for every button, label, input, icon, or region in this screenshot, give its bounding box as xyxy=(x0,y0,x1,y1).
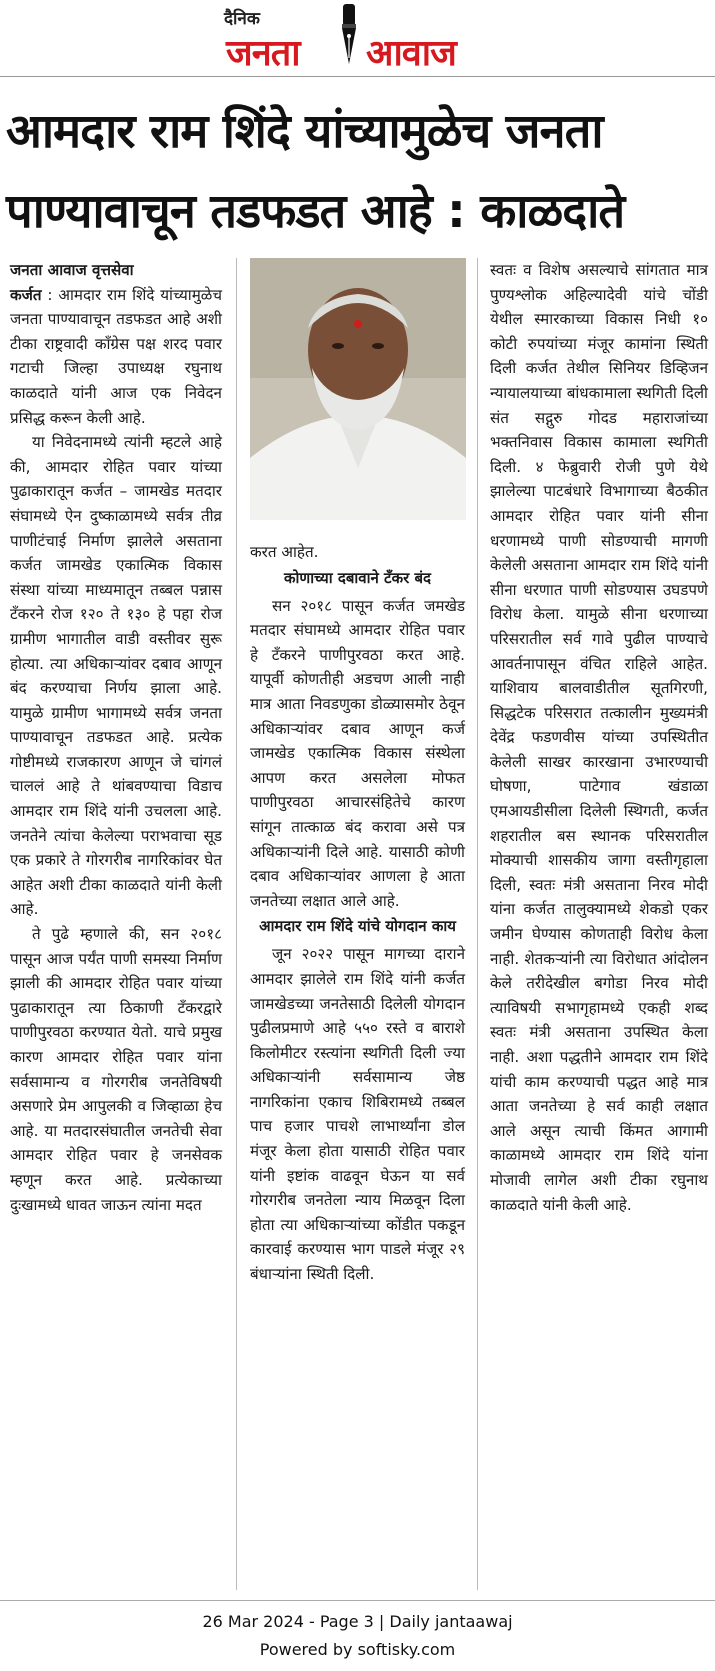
person-photo-image xyxy=(250,258,466,520)
footer-divider xyxy=(0,1600,715,1601)
article-photo xyxy=(250,258,466,520)
article-paragraph: या निवेदनामध्ये त्यांनी म्हटले आहे की, आमदार रोहित पवार यांच्या पुढाकारातून कर्जत – जामखेड मतदार संघामध्ये ऐन दुष्काळामध्ये सर्वत्र तीव्र पाणीटंचाई निर्माण झालेले असताना कर्जत जामखेड एकात्मिक विकास संस्था यांच्या माध्यमातून तब्बल पन्नास टँकरने रोज १२० ते १३० हे पहा रोज ग्रामीण भागातील वाडी वस्तीवर सुरू होत्या. त्या अधिकाऱ्यांवर दबाव आणून बंद करण्याचा निर्णय झाला आहे. यामुळे ग्रामीण भागामध्ये सर्वत्र जनता पाण्यावाचून तडफडत आहे. प्रत्येक गोष्टीमध्ये राजकारण आणून जे चांगलं चाललं आहे ते थांबवण्याचा विडाच आमदार राम शिंदे यांनी उचलला आहे. जनतेने त्यांचा केलेल्या पराभवाचा सूड एक प्रकारे ते गोरगरीब नागरिकांवर घेत आहेत अशी टीका काळदाते यांनी केली आहे. xyxy=(10,433,222,919)
fountain-pen-icon xyxy=(334,2,364,66)
article-headline: आमदार राम शिंदे यांच्यामुळेच जनता पाण्यावाचून तडफडत आहे : काळदाते xyxy=(6,104,625,239)
article-column-2 xyxy=(250,540,465,1287)
article-dateline: कर्जत xyxy=(10,285,42,304)
article-paragraph-text: : आमदार राम शिंदे यांच्यामुळेच जनता पाण्यावाचून तडफडत आहे अशी टीका राष्ट्रवादी काँग्रेस पक्ष शरद पवार गटाची जिल्हा उपाध्यक्ष रघुनाथ काळदाते यांनी आज एक निवेदन प्रसिद्ध करून केली आहे. xyxy=(10,285,222,427)
masthead-daily-label: दैनिक xyxy=(224,9,260,29)
masthead-divider xyxy=(0,76,715,77)
masthead xyxy=(0,0,715,76)
article-subheading: कोणाच्या दबावाने टँकर बंद xyxy=(283,568,432,587)
article-paragraph: करत आहेत. xyxy=(250,543,319,561)
masthead-title-left: जनता xyxy=(226,33,300,74)
column-divider xyxy=(477,258,478,1590)
article-paragraph: सन २०१८ पासून कर्जत जमखेड मतदार संघामध्ये आमदार रोहित पवार हे टँकरने पाणीपुरवठा करत आहे. यापूर्वी कोणतीही अडचण आली नाही मात्र आता निवडणुका डोळ्यासमोर ठेवून अधिकाऱ्यांवर दबाव आणून कर्ज जामखेड एकात्मिक विकास संस्थेला आपण करत असलेला मोफत पाणीपुरवठा आचारसंहितेचे कारण सांगून तात्काळ बंद करावा असे पत्र अधिकाऱ्यांनी दिले आहे. यासाठी कोणी दबाव अधिकाऱ्यांवर आणला हे आता जनतेच्या लक्षात आले आहे. xyxy=(250,596,465,910)
article-paragraph: ते पुढे म्हणाले की, सन २०१८ पासून आज पर्यंत पाणी समस्या निर्माण झाली की आमदार रोहित पवार यांच्या पुढाकारातून त्या ठिकाणी टँकरद्वारे पाणीपुरवठा करण्यात येतो. याचे प्रमुख कारण आमदार रोहित पवार यांना सर्वसामान्य व गोरगरीब जनतेविषयी असणारे प्रेम आपुलकी व जिव्हाळा हेच आहे. या मतदारसंघातील जनतेची सेवा आमदार रोहित पवार हे जनसेवक म्हणून करत आहे. प्रत्येकाच्या दुःखामध्ये धावत जाऊन त्यांना मदत xyxy=(10,925,222,1214)
article-column-3 xyxy=(490,258,708,1217)
article-paragraph: जून २०२२ पासून मागच्या दाराने आमदार झालेले राम शिंदे यांनी कर्जत जामखेडच्या जनतेसाठी दिलेली योगदान पुढीलप्रमाणे आहे ५५० रस्ते व बाराशे किलोमीटर रस्त्यांना स्थगिती दिली ज्या अधिकाऱ्यांनी सर्वसामान्य जेष्ठ नागरिकांना एकाच शिबिरामध्ये तब्बल पाच हजार पाचशे लाभार्थ्यांना डोल मंजूर केला होता यासाठी रोहित पवार यांनी इष्टांक वाढवून घेऊन या सर्व गोरगरीब जनतेला न्याय मिळवून दिला होता त्या अधिकाऱ्यांच्या कोंडीत पकडून कारवाई करण्यास भाग पाडले मंजूर २९ बंधाऱ्यांना स्थिती दिली. xyxy=(250,945,465,1284)
footer-edition-info: 26 Mar 2024 - Page 3 | Daily jantaawaj xyxy=(202,1612,513,1631)
article-byline: जनता आवाज वृत्तसेवा xyxy=(10,261,134,279)
masthead-title-right: आवाज xyxy=(366,33,456,74)
article-paragraph xyxy=(10,283,222,431)
article-subheading: आमदार राम शिंदे यांचे योगदान काय xyxy=(259,917,456,936)
column-divider xyxy=(236,258,237,1590)
article-column-1 xyxy=(10,258,222,1217)
footer-powered-by[interactable]: Powered by softisky.com xyxy=(259,1640,456,1659)
article-paragraph: स्वतः व विशेष असल्याचे सांगतात मात्र पुण्यश्लोक अहिल्यादेवी यांचे चोंडी येथील स्मारकाच्या विकास निधी १० कोटी रुपयांच्या मंजूर कामांना स्थिती दिली कर्जत तेथील सिनियर डिव्हिजन न्यायालयाच्या बांधकामाला स्थगिती दिली संत सद्गुरु गोदड महाराजांच्या भक्तनिवास विकास कामाला स्थगिती दिली. ४ फेब्रुवारी रोजी पुणे येथे झालेल्या पाटबंधारे विभागाच्या बैठकीत आमदार रोहित पवार यांनी सीना धरणामध्ये पाणी सोडण्याची मागणी केलेली असताना आमदार राम शिंदे यांनी सीना धरणात पाणी सोडण्यास उघडपणे विरोध केला. यामुळे सीना धरणाच्या परिसरातील सर्व गावे पुढील पाण्याचे आवर्तनापासून वंचित राहिले आहेत. याशिवाय बालवाडीतील सूतगिरणी, सिद्धटेक परिसरात तत्कालीन मुख्यमंत्री देवेंद्र फडणवीस यांच्या उपस्थितीत केलेली साखर कारखाना उभारण्याची घोषणा, पाटेगाव खंडाळा एमआयडीसीला दिलेली स्थिगती, कर्जत शहरातील बस स्थानक परिसरातील मोक्याची शासकीय जागा वस्तीगृहाला दिली, स्वतः मंत्री असताना निरव मोदी यांना कर्जत तालुक्यामध्ये शेकडो एकर जमीन घेण्यास कोणताही विरोध केला नाही. शेतकऱ्यांनी त्या विरोधात आंदोलन केले तरीदेखील बगोडा निरव मोदी त्याविषयी सभागृहामध्ये एकही शब्द स्वतः मंत्री असताना उपस्थित केला नाही. अशा पद्धतीने आमदार राम शिंदे यांची काम करण्याची पद्धत आहे मात्र आता जनतेच्या हे सर्व काही लक्षात आले असून त्याची किंमत आगामी काळामध्ये आमदार राम शिंदे यांना मोजावी लागेल अशी टीका रघुनाथ काळदाते यांनी केली आहे. xyxy=(490,261,708,1214)
